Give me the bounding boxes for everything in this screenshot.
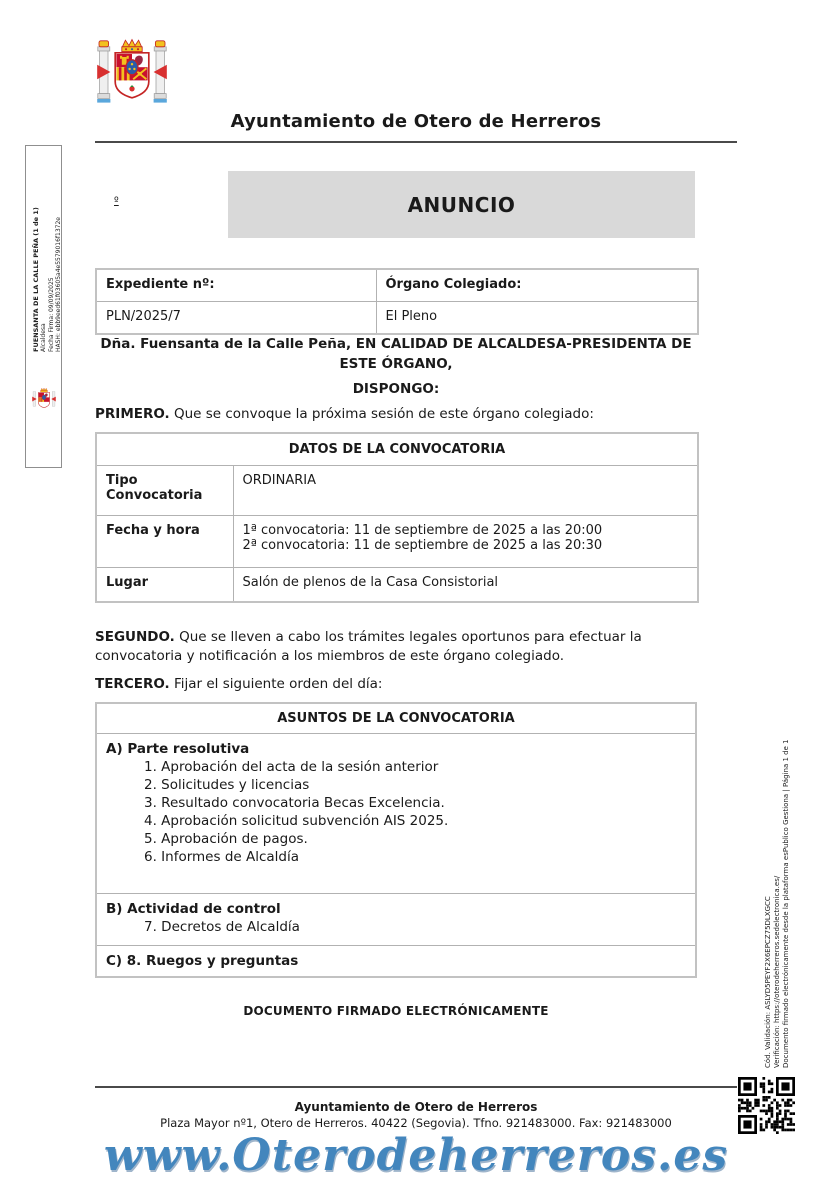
validation-stamp-text [764, 694, 791, 1068]
page-title: Ayuntamiento de Otero de Herreros [230, 111, 602, 132]
stamp-coat-of-arms-icon [31, 386, 57, 412]
lugar-label: Lugar [96, 567, 233, 602]
spain-coat-of-arms-icon [92, 36, 172, 108]
segundo-text: Que se lleven a cabo los trámites legales oportunos para efectuar la convocatoria y notificación a los miembros de este órgano colegiado. [95, 629, 642, 664]
section-b-heading: B) Actividad de control [106, 901, 281, 917]
tercero-label: TERCERO. [95, 676, 170, 692]
convocatoria-data-table [95, 432, 699, 603]
platform-note: Documento firmado electrónicamente desde la plataforma esPublico Gestiona | Página 1 de 1 [782, 739, 791, 1068]
segundo-paragraph [95, 628, 709, 666]
stamp-signer-name: FUENSANTA DE LA CALLE PEÑA (1 de 1) [32, 207, 40, 352]
validation-code: Cód. Validación: ASLYD5PEYF2X6EPCZ75DLXGCC [764, 896, 772, 1068]
expediente-value: PLN/2025/7 [96, 301, 376, 334]
section-c-heading: C) 8. Ruegos y preguntas [106, 953, 299, 969]
agenda-item: 7. Decretos de Alcaldía [144, 919, 300, 935]
tercero-paragraph [95, 675, 709, 694]
segundo-label: SEGUNDO. [95, 629, 175, 645]
signature-stamp-text [32, 124, 63, 352]
tipo-label: Tipo Convocatoria [96, 465, 233, 515]
qr-code [738, 1077, 795, 1134]
lugar-value: Salón de plenos de la Casa Consistorial [233, 567, 698, 602]
fecha-line-1: 1ª convocatoria: 11 de septiembre de 2025 a las 20:00 [242, 522, 603, 538]
footer-title: Ayuntamiento de Otero de Herreros [294, 1100, 538, 1114]
agenda-item: 6. Informes de Alcaldía [144, 848, 300, 865]
stamp-hash: HASH: ebb9eed61f03605a4e5579016f1372e [55, 217, 63, 352]
announcement-banner [228, 171, 695, 238]
agenda-table-title: ASUNTOS DE LA CONVOCATORIA [96, 703, 696, 734]
agenda-item: 1. Aprobación del acta de la sesión anterior [144, 759, 439, 775]
stamp-sign-date: Fecha Firma: 09/09/2025 [47, 277, 55, 352]
section-a-heading: A) Parte resolutiva [106, 741, 250, 757]
footer-address: Plaza Mayor nº1, Otero de Herreros. 40422 (Segovia). Tfno. 921483000. Fax: 921483000 [160, 1116, 672, 1130]
electronic-signature-note: DOCUMENTO FIRMADO ELECTRÓNICAMENTE [243, 1004, 549, 1018]
convocatoria-table-title: DATOS DE LA CONVOCATORIA [96, 433, 698, 465]
agenda-item: 3. Resultado convocatoria Becas Excelencia. [144, 794, 445, 811]
agenda-table [95, 702, 697, 978]
fecha-value [233, 515, 698, 567]
footer-website-logo: www.Oterodeherreros.es [103, 1130, 729, 1181]
tipo-value: ORDINARIA [233, 465, 698, 515]
organo-value: El Pleno [376, 301, 698, 334]
verification-url: Verificación: https://oterodeherreros.sedelectronica.es/ [773, 875, 782, 1068]
tercero-text: Fijar el siguiente orden del día: [173, 676, 383, 692]
primero-label: PRIMERO. [95, 406, 170, 422]
agenda-item: 2. Solicitudes y licencias [144, 776, 310, 793]
header-divider [95, 141, 737, 143]
stamp-signer-role: Alcaldesa [40, 323, 48, 352]
primero-text: Que se convoque la próxima sesión de este órgano colegiado: [173, 406, 594, 422]
dispongo-heading: DISPONGO: [352, 381, 440, 397]
fecha-line-2: 2ª convocatoria: 11 de septiembre de 2025 a las 20:30 [242, 537, 603, 553]
agenda-item: 5. Aprobación de pagos. [144, 830, 308, 847]
agenda-item: 4. Aprobación solicitud subvención AIS 2025. [144, 812, 449, 829]
agenda-section-a [96, 734, 696, 894]
announcement-title: ANUNCIO [407, 192, 516, 217]
footer-divider [95, 1086, 737, 1088]
agenda-section-b [96, 894, 696, 946]
agenda-section-c [96, 946, 696, 978]
expediente-table [95, 268, 699, 335]
organo-header: Órgano Colegiado: [376, 269, 698, 301]
mayor-intro-heading: Dña. Fuensanta de la Calle Peña, EN CALIDAD DE ALCALDESA-PRESIDENTA DE ESTE ÓRGANO, [100, 336, 692, 372]
primero-paragraph [95, 405, 709, 424]
expediente-header: Expediente nº: [96, 269, 376, 301]
fecha-label: Fecha y hora [96, 515, 233, 567]
ordinal-mark: º [114, 196, 119, 207]
